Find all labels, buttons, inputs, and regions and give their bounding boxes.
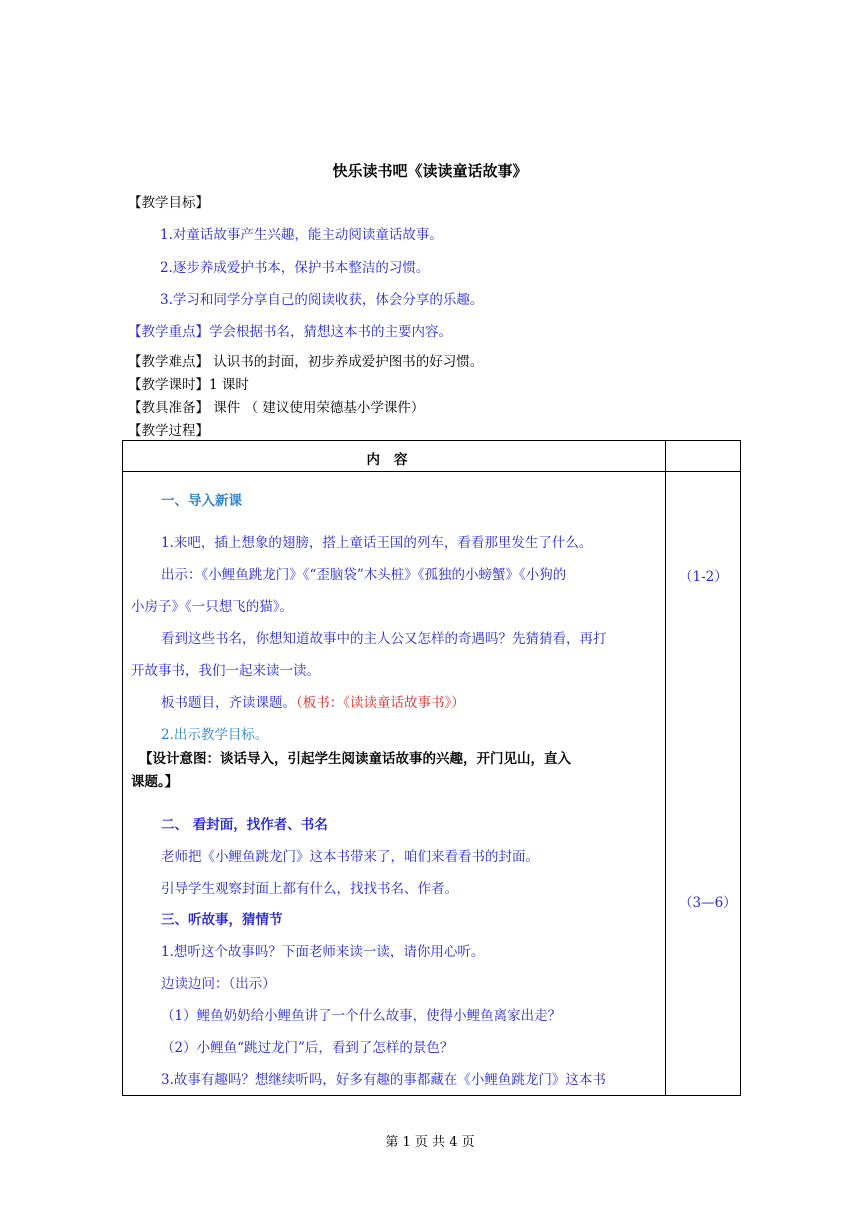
objectives-heading: 【教学目标】 <box>128 195 209 211</box>
difficulty: 【教学难点】 认识书的封面，初步养成爱护图书的好习惯。 <box>128 354 484 370</box>
class-hours: 【教学课时】1 课时 <box>128 377 249 393</box>
section-1-para-2b: 小房子》《一只想飞的猫》。 <box>131 599 293 615</box>
section-1-para-5: 2.出示教学目标。 <box>161 727 269 743</box>
document-title: 快乐读书吧《读读童话故事》 <box>332 162 528 180</box>
table-column-divider <box>665 441 666 1095</box>
section-3-para-1: 1.想听这个故事吗？下面老师来读一读，请你用心听。 <box>161 944 485 960</box>
column-header-content: 内容 <box>366 452 422 468</box>
objective-2: 2.逐步养成爱护书本，保护书本整洁的习惯。 <box>160 260 430 276</box>
objective-1: 1.对童话故事产生兴趣，能主动阅读童话故事。 <box>160 227 443 243</box>
section-3-question-2: （2）小鲤鱼“跳过龙门”后，看到了怎样的景色？ <box>161 1040 454 1056</box>
section-1-para-2a: 出示：《小鲤鱼跳龙门》《“歪脑袋”木头桩》《孤独的小螃蟹》《小狗的 <box>161 567 567 583</box>
section-3-question-1: （1）鲤鱼奶奶给小鲤鱼讲了一个什么故事，使得小鲤鱼离家出走？ <box>161 1008 562 1024</box>
section-1-para-3b: 开故事书，我们一起来读一读。 <box>131 663 320 679</box>
page-footer: 第 1 页 共 4 页 <box>385 1135 475 1150</box>
design-intent-b: 课题。】 <box>131 774 179 790</box>
section-1-para-3a: 看到这些书名，你想知道故事中的主人公又怎样的奇遇吗？先猜猜看，再打 <box>161 631 607 647</box>
objective-3: 3.学习和同学分享自己的阅读收获，体会分享的乐趣。 <box>160 292 484 308</box>
time-range-2: （3—6） <box>679 895 737 911</box>
board-note: （板书：《读读童话故事书》） <box>296 695 465 711</box>
key-point: 【教学重点】学会根据书名，猜想这本书的主要内容。 <box>128 324 452 340</box>
section-1-para-4: 板书题目，齐读课题。 <box>161 695 296 711</box>
process-table <box>122 440 741 1096</box>
design-intent-a: 【设计意图：谈话导入，引起学生阅读童话故事的兴趣，开门见山，直入 <box>139 751 571 767</box>
section-3-title: 三、听故事，猜情节 <box>161 912 283 928</box>
time-range-1: （1-2） <box>679 569 728 585</box>
section-2-title: 二、 看封面，找作者、书名 <box>161 817 328 833</box>
process-heading: 【教学过程】 <box>128 423 209 439</box>
section-3-para-2: 边读边问：（出示） <box>161 976 276 992</box>
section-1-title: 一、导入新课 <box>161 493 242 509</box>
materials: 【教具准备】 课件 （ 建议使用荣德基小学课件） <box>128 400 425 416</box>
section-2-para-1: 老师把《小鲤鱼跳龙门》这本书带来了，咱们来看看书的封面。 <box>161 849 539 865</box>
section-2-para-2: 引导学生观察封面上都有什么，找找书名、作者。 <box>161 881 458 897</box>
table-header-divider <box>123 471 740 472</box>
section-3-para-3: 3.故事有趣吗？想继续听吗，好多有趣的事都藏在《小鲤鱼跳龙门》这本书 <box>161 1072 606 1088</box>
section-1-para-1: 1.来吧，插上想象的翅膀，搭上童话王国的列车，看看那里发生了什么。 <box>161 535 593 551</box>
